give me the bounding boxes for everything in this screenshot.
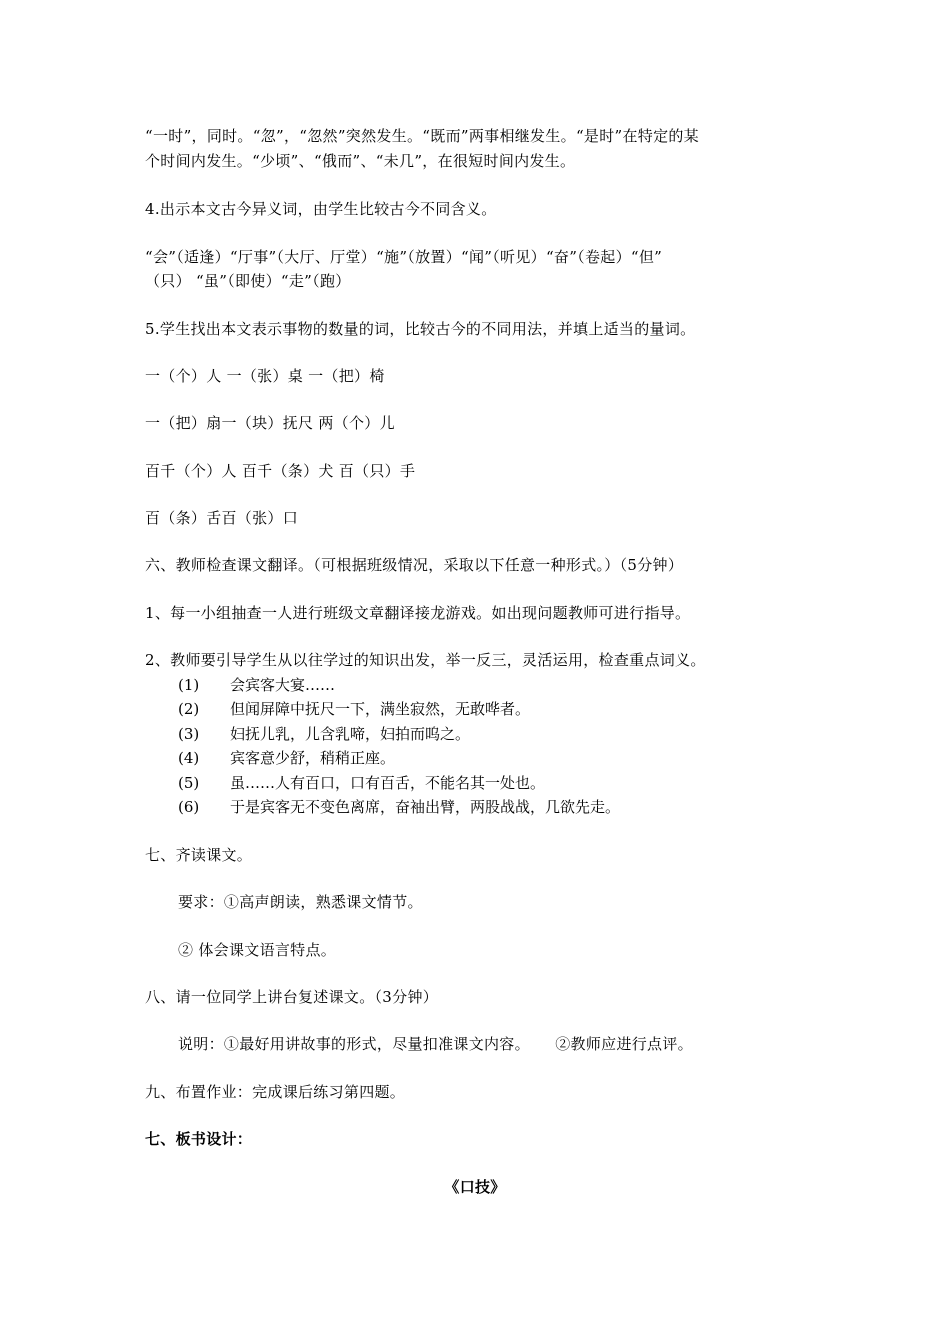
section-heading: 六、教师检查课文翻译。（可根据班级情况，采取以下任意一种形式。）（5分钟） bbox=[145, 556, 684, 574]
note-line: 说明：①最好用讲故事的形式，尽量扣准课文内容。 ②教师应进行点评。 bbox=[178, 1035, 693, 1053]
list-item-number: (4) bbox=[178, 749, 200, 767]
list-item: 于是宾客无不变色离席，奋袖出臂，两股战战，几欲先走。 bbox=[230, 798, 621, 816]
list-item-number: (6) bbox=[178, 798, 200, 816]
list-item-number: (2) bbox=[178, 700, 200, 718]
text-line: 2、教师要引导学生从以往学过的知识出发，举一反三，灵活运用，检查重点词义。 bbox=[145, 651, 706, 669]
list-item: 会宾客大宴…… bbox=[230, 676, 336, 694]
text-line: 个时间内发生。“少顷”、“俄而”、“未几”，在很短时间内发生。 bbox=[145, 152, 576, 170]
list-item: 但闻屏障中抚尺一下，满坐寂然，无敢哗者。 bbox=[230, 700, 531, 718]
text-line: 一（个）人 一（张）桌 一（把）椅 bbox=[145, 367, 385, 385]
list-item-number: (3) bbox=[178, 725, 200, 743]
list-item-number: (1) bbox=[178, 676, 200, 694]
text-line: “会”（适逢）“厅事”（大厅、厅堂）“施”（放置）“闻”（听见）“奋”（卷起）“但” bbox=[145, 248, 663, 266]
list-item: 妇抚儿乳，儿含乳啼，妇拍而呜之。 bbox=[230, 725, 471, 743]
text-line: 4.出示本文古今异义词，由学生比较古今不同含义。 bbox=[145, 200, 497, 218]
text-line: “一时”，同时。“忽”，“忽然”突然发生。“既而”两事相继发生。“是时”在特定的某 bbox=[145, 127, 699, 145]
list-item: 宾客意少舒，稍稍正座。 bbox=[230, 749, 396, 767]
text-line: 1、每一小组抽查一人进行班级文章翻译接龙游戏。如出现问题教师可进行指导。 bbox=[145, 604, 691, 622]
text-line: 5.学生找出本文表示事物的数量的词，比较古今的不同用法，并填上适当的量词。 bbox=[145, 320, 696, 338]
text-line: 百千（个）人 百千（条）犬 百（只）手 bbox=[145, 462, 416, 480]
section-heading: 七、齐读课文。 bbox=[145, 846, 253, 864]
text-line: （只） “虽”（即使）“走”（跑） bbox=[145, 272, 351, 290]
section-heading: 九、布置作业：完成课后练习第四题。 bbox=[145, 1083, 406, 1101]
text-line: 一（把）扇一（块）抚尺 两（个）儿 bbox=[145, 414, 395, 432]
board-title: 《口技》 bbox=[444, 1178, 506, 1196]
text-line: 百（条）舌百（张）口 bbox=[145, 509, 299, 527]
list-item-number: (5) bbox=[178, 774, 200, 792]
section-heading: 八、请一位同学上讲台复述课文。（3分钟） bbox=[145, 988, 439, 1006]
board-design-heading: 七、板书设计： bbox=[145, 1130, 253, 1148]
requirement-line: 要求：①高声朗读，熟悉课文情节。 bbox=[178, 893, 423, 911]
list-item: 虽……人有百口，口有百舌，不能名其一处也。 bbox=[230, 774, 546, 792]
requirement-line: ② 体会课文语言特点。 bbox=[178, 941, 337, 959]
